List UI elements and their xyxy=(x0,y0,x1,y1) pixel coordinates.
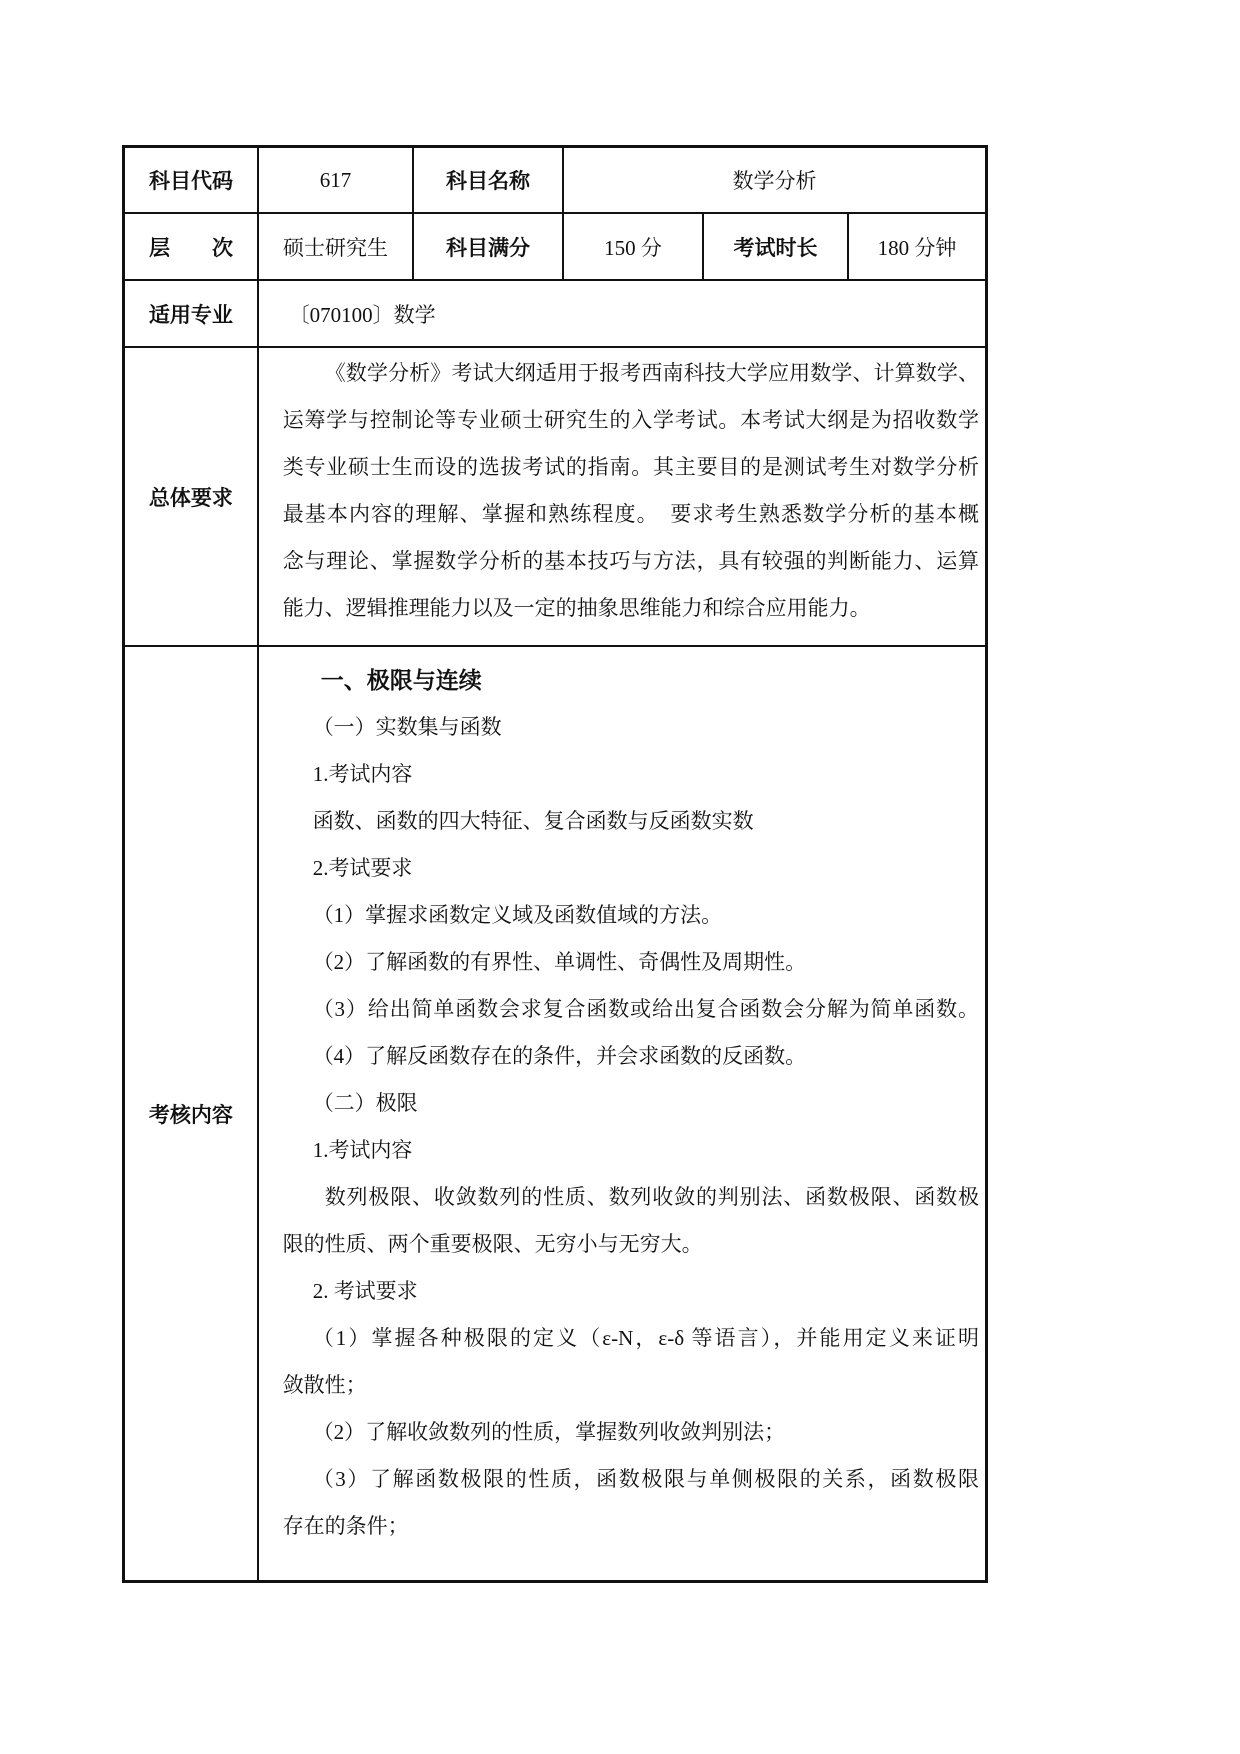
content-line: （一）实数集与函数 xyxy=(312,715,502,739)
major-value: 〔070100〕数学 xyxy=(257,281,985,346)
table-row xyxy=(125,645,985,1580)
full-score-value: 150 分 xyxy=(562,214,702,279)
content-line: （2）了解收敛数列的性质，掌握数列收敛判别法； xyxy=(312,1420,786,1444)
content-line: 存在的条件； xyxy=(282,1514,409,1538)
full-score-label: 科目满分 xyxy=(412,214,562,279)
content-line: （4）了解反函数存在的条件，并会求函数的反函数。 xyxy=(312,1044,807,1068)
overall-line: 最基本内容的理解、掌握和熟练程度。 要求考生熟悉数学分析的基本概 xyxy=(282,502,979,526)
content-line: 1.考试内容 xyxy=(312,762,413,786)
content-line: 1.考试内容 xyxy=(312,1138,413,1162)
subject-code-label: 科目代码 xyxy=(149,170,233,193)
content-line: 2. 考试要求 xyxy=(312,1279,418,1303)
syllabus-table xyxy=(122,145,988,1583)
level-value: 硕士研究生 xyxy=(257,214,412,279)
overall-line: 念与理论、掌握数学分析的基本技巧与方法，具有较强的判断能力、运算 xyxy=(282,549,979,573)
overall-line: 《数学分析》考试大纲适用于报考西南科技大学应用数学、计算数学、 xyxy=(324,361,979,385)
content-line: （2）了解函数的有界性、单调性、奇偶性及周期性。 xyxy=(312,950,807,974)
content-line: （3）了解函数极限的性质，函数极限与单侧极限的关系，函数极限 xyxy=(312,1467,979,1491)
content-line: 2.考试要求 xyxy=(312,856,413,880)
content-line: 敛散性； xyxy=(282,1373,367,1397)
table-row xyxy=(125,212,985,279)
duration-label: 考试时长 xyxy=(702,214,847,279)
table-row xyxy=(125,279,985,346)
level-label: 层 次 xyxy=(149,236,233,260)
assessment-content-text xyxy=(257,647,985,1580)
subject-name-label: 科目名称 xyxy=(412,148,562,212)
duration-value: 180 分钟 xyxy=(847,214,985,279)
content-line: （3）给出简单函数会求复合函数或给出复合函数会分解为简单函数。 xyxy=(312,997,979,1021)
content-line: 数列极限、收敛数列的性质、数列收敛的判别法、函数极限、函数极 xyxy=(324,1185,979,1209)
overall-line: 运筹学与控制论等专业硕士研究生的入学考试。本考试大纲是为招收数学 xyxy=(282,408,979,432)
assessment-content-label: 考核内容 xyxy=(148,1103,233,1127)
content-line: （1）掌握各种极限的定义（ε-N，ε-δ 等语言），并能用定义来证明 xyxy=(312,1326,979,1350)
overall-line: 类专业硕士生而设的选拔考试的指南。其主要目的是测试考生对数学分析 xyxy=(282,455,979,479)
table-row xyxy=(125,148,985,212)
content-line: （二）极限 xyxy=(312,1091,418,1115)
overall-requirements-text xyxy=(257,348,985,645)
overall-requirements-label: 总体要求 xyxy=(148,486,233,510)
table-row xyxy=(125,346,985,645)
overall-line: 能力、逻辑推理能力以及一定的抽象思维能力和综合应用能力。 xyxy=(282,596,871,620)
content-line: （1）掌握求函数定义域及函数值域的方法。 xyxy=(312,903,723,927)
content-line: 函数、函数的四大特征、复合函数与反函数实数 xyxy=(312,809,754,833)
subject-name-value: 数学分析 xyxy=(562,148,985,212)
major-label: 适用专业 xyxy=(148,303,233,327)
content-line: 限的性质、两个重要极限、无穷小与无穷大。 xyxy=(282,1232,703,1256)
subject-code-value: 617 xyxy=(257,148,412,212)
section-heading: 一、极限与连续 xyxy=(320,667,482,693)
